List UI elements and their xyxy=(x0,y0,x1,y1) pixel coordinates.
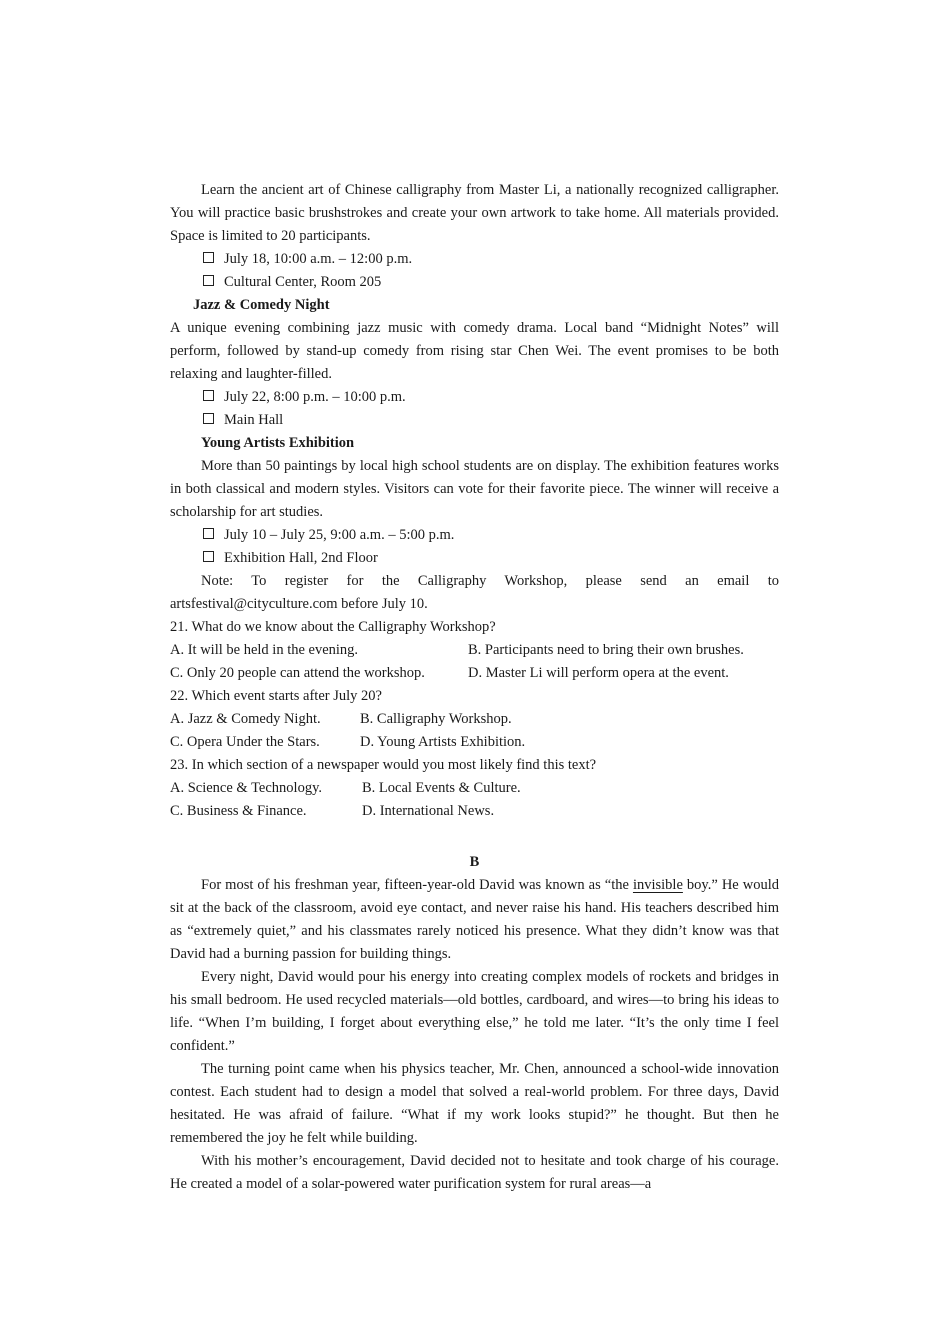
jazz-time: July 22, 8:00 p.m. – 10:00 p.m. xyxy=(224,389,406,405)
jazz-heading: Jazz & Comedy Night xyxy=(193,297,330,313)
passage-b-paragraph-4: With his mother’s encouragement, David decided not to hesitate and took charge of his courage. He created a model of a solar-powered water purification system for rural areas—a xyxy=(170,1153,779,1192)
calligraphy-time: July 18, 10:00 a.m. – 12:00 p.m. xyxy=(224,251,413,267)
checkbox-icon xyxy=(203,390,214,401)
option-a: A. Science & Technology. xyxy=(170,780,323,796)
registration-note: Note: To register for the Calligraphy Workshop, please send an email to artsfestival@cityculture.com before July 10. xyxy=(170,573,779,612)
question-23-stem: 23. In which section of a newspaper would you most likely find this text? xyxy=(170,757,597,773)
option-a: A. It will be held in the evening. xyxy=(170,642,359,658)
option-d: D. Master Li will perform opera at the event. xyxy=(468,665,729,681)
option-b: B. Calligraphy Workshop. xyxy=(360,711,512,727)
exhibition-time-row xyxy=(170,524,779,547)
question-23-options-row-2 xyxy=(170,800,779,823)
underlined-word: invisible xyxy=(632,877,683,893)
exhibition-heading: Young Artists Exhibition xyxy=(201,435,355,451)
exhibition-time: July 10 – July 25, 9:00 a.m. – 5:00 p.m. xyxy=(224,527,455,543)
calligraphy-place-row xyxy=(170,271,779,294)
passage-b-paragraph-3: The turning point came when his physics teacher, Mr. Chen, announced a school-wide innovation contest. Each student had to design a model that solved a real-world problem. For three days, David hesitated. He was afraid of failure. “What if my work looks stupid?” he thought. But then he remembered the joy he felt while building. xyxy=(170,1061,779,1146)
checkbox-icon xyxy=(203,551,214,562)
option-d: D. Young Artists Exhibition. xyxy=(360,734,526,750)
jazz-place: Main Hall xyxy=(224,412,284,428)
passage-b-paragraph-2: Every night, David would pour his energy into creating complex models of rockets and bridges in his small bedroom. He used recycled materials—old bottles, cardboard, and wires—to bring his ideas to life. “When I’m building, I forget about everything else,” he told me later. “It’s the only time I feel confident.” xyxy=(170,969,779,1054)
paragraph-text: boy.” He would sit at the back of the classroom, avoid eye contact, and never raise his hand. His teachers described him as “extremely quiet,” and his classmates rarely noticed his presence. What they didn’t know was that David had a burning passion for building things. xyxy=(170,877,780,962)
option-c: C. Opera Under the Stars. xyxy=(170,734,320,750)
question-22-stem: 22. Which event starts after July 20? xyxy=(170,688,382,704)
calligraphy-place: Cultural Center, Room 205 xyxy=(224,274,382,290)
option-b: B. Participants need to bring their own brushes. xyxy=(468,642,744,658)
exhibition-place-row xyxy=(170,547,779,570)
option-b: B. Local Events & Culture. xyxy=(362,780,521,796)
passage-b-paragraph-1 xyxy=(170,874,779,966)
option-d: D. International News. xyxy=(362,803,495,819)
reading-passage xyxy=(170,179,779,1196)
jazz-place-row xyxy=(170,409,779,432)
calligraphy-time-row xyxy=(170,248,779,271)
question-23-options-row-1 xyxy=(170,777,779,800)
option-a: A. Jazz & Comedy Night. xyxy=(170,711,321,727)
jazz-time-row xyxy=(170,386,779,409)
question-22-options-row-2 xyxy=(170,731,779,754)
calligraphy-description: Learn the ancient art of Chinese calligraphy from Master Li, a nationally recognized calligrapher. You will practice basic brushstrokes and create your own artwork to take home. All materials provided. Space is limited to 20 participants. xyxy=(170,182,779,244)
option-c: C. Only 20 people can attend the workshop. xyxy=(170,665,425,681)
section-b-heading: B xyxy=(469,854,480,870)
exhibition-description: More than 50 paintings by local high school students are on display. The exhibition features works in both classical and modern styles. Visitors can vote for their favorite piece. The winner will receive a scholarship for art studies. xyxy=(170,458,779,520)
question-21-options-row-2 xyxy=(170,662,779,685)
question-22-options-row-1 xyxy=(170,708,779,731)
question-21-stem: 21. What do we know about the Calligraphy Workshop? xyxy=(170,619,496,635)
jazz-description: A unique evening combining jazz music with comedy drama. Local band “Midnight Notes” will perform, followed by stand-up comedy from rising star Chen Wei. The event promises to be both relaxing and laughter-filled. xyxy=(170,320,779,382)
checkbox-icon xyxy=(203,528,214,539)
paragraph-text: For most of his freshman year, fifteen-year-old David was known as “the xyxy=(201,877,633,893)
checkbox-icon xyxy=(203,252,214,263)
option-c: C. Business & Finance. xyxy=(170,803,307,819)
checkbox-icon xyxy=(203,275,214,286)
question-21-options-row-1 xyxy=(170,639,779,662)
exhibition-place: Exhibition Hall, 2nd Floor xyxy=(224,550,378,566)
checkbox-icon xyxy=(203,413,214,424)
